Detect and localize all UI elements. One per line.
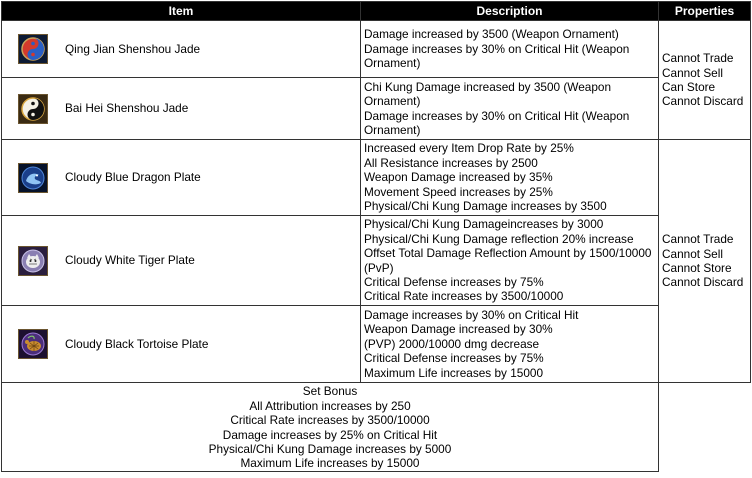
description-line: Damage increases by 30% on Critical Hit (Weapon Ornament) <box>364 41 630 71</box>
properties-cell <box>659 140 751 383</box>
description-line: Physical/Chi Kung Damage increases by 3500 <box>364 199 607 214</box>
description-line: Physical/Chi Kung Damage reflection 20% increase <box>364 231 634 246</box>
description-line: Critical Rate increases by 3500/10000 <box>364 289 564 304</box>
item-cell <box>2 140 361 216</box>
property-line: Can Store <box>662 80 716 94</box>
item-cell <box>2 216 361 306</box>
description-line: Weapon Damage increased by 30% <box>364 322 553 337</box>
property-line: Cannot Sell <box>662 246 723 261</box>
property-line: Cannot Sell <box>662 65 723 80</box>
item-table <box>1 1 751 472</box>
set-bonus-row <box>2 383 751 472</box>
header-item: Item <box>2 2 361 21</box>
description-cell <box>361 78 659 140</box>
property-line: Cannot Store <box>662 261 732 275</box>
description-cell <box>361 306 659 383</box>
table-row <box>2 78 751 140</box>
description-cell <box>361 140 659 216</box>
set-bonus-line: All Attribution increases by 250 <box>249 398 411 413</box>
item-cell <box>2 21 361 78</box>
description-line: All Resistance increases by 2500 <box>364 155 538 170</box>
description-line: Weapon Damage increased by 35% <box>364 170 553 185</box>
set-bonus-title: Set Bonus <box>302 384 358 399</box>
description-line: Chi Kung Damage increased by 3500 (Weapon Ornament) <box>364 79 612 109</box>
item-name: Cloudy Blue Dragon Plate <box>65 170 201 185</box>
description-cell <box>361 216 659 306</box>
table-row <box>2 140 751 216</box>
header-properties: Properties <box>659 2 751 21</box>
item-cell <box>2 78 361 140</box>
item-name: Bai Hei Shenshou Jade <box>65 101 189 116</box>
description-line: Maximum Life increases by 15000 <box>364 365 544 380</box>
description-line: Damage increases by 30% on Critical Hit <box>364 307 579 322</box>
properties-cell <box>659 21 751 140</box>
property-line: Cannot Trade <box>662 232 734 247</box>
description-line: Offset Total Damage Reflection Amount by 1500/10000 (PvP) <box>364 246 652 275</box>
property-line: Cannot Discard <box>662 94 744 109</box>
table-row <box>2 306 751 383</box>
description-line: (PVP) 2000/10000 dmg decrease <box>364 336 540 351</box>
set-bonus-line: Physical/Chi Kung Damage increases by 5000 <box>208 441 452 456</box>
description-line: Critical Defense increases by 75% <box>364 274 544 289</box>
description-line: Physical/Chi Kung Damageincreases by 3000 <box>364 217 604 232</box>
description-cell <box>361 21 659 78</box>
description-line: Critical Defense increases by 75% <box>364 351 544 366</box>
header-description: Description <box>361 2 659 21</box>
description-line: Damage increases by 30% on Critical Hit (Weapon Ornament) <box>364 108 630 137</box>
item-name: Cloudy White Tiger Plate <box>65 253 195 268</box>
black-tortoise-plate-icon <box>18 329 48 359</box>
set-bonus-line: Damage increases by 25% on Critical Hit <box>222 427 438 442</box>
item-name: Cloudy Black Tortoise Plate <box>65 336 209 351</box>
table-row <box>2 21 751 78</box>
description-line: Movement Speed increases by 25% <box>364 184 553 199</box>
description-line: Increased every Item Drop Rate by 25% <box>364 141 574 156</box>
set-bonus-line: Critical Rate increases by 3500/10000 <box>230 413 430 428</box>
blue-red-yin-yang-jade-icon <box>18 34 48 64</box>
property-line: Cannot Discard <box>662 275 744 290</box>
description-line: Damage increased by 3500 (Weapon Ornament) <box>364 27 619 42</box>
black-white-yin-yang-jade-icon <box>18 94 48 124</box>
set-bonus-cell <box>2 383 659 472</box>
property-line: Cannot Trade <box>662 51 734 66</box>
white-tiger-plate-icon <box>18 246 48 276</box>
table-row <box>2 216 751 306</box>
item-name: Qing Jian Shenshou Jade <box>65 41 201 56</box>
set-bonus-line: Maximum Life increases by 15000 <box>240 456 420 471</box>
blue-dragon-plate-icon <box>18 163 48 193</box>
item-cell <box>2 306 361 383</box>
header-row <box>2 2 751 21</box>
